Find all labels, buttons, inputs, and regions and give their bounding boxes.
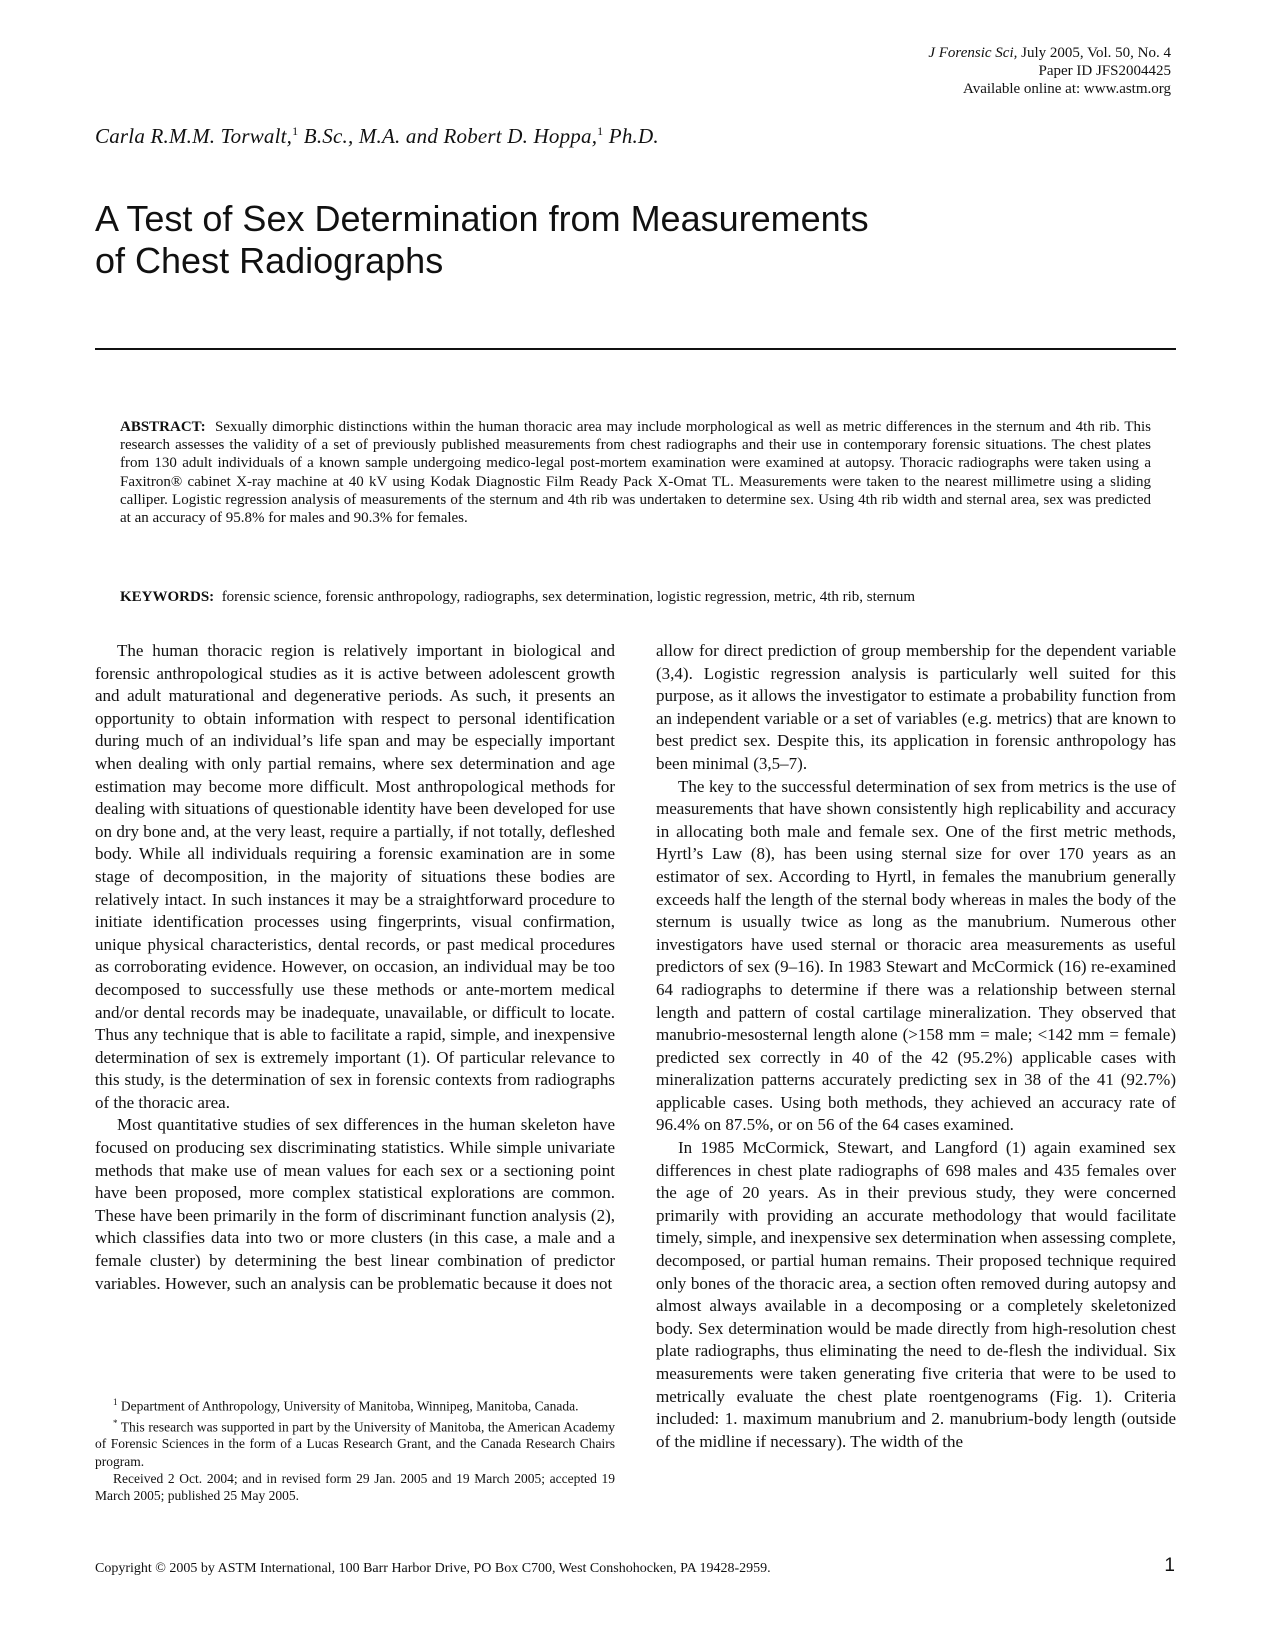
paper-id: Paper ID JFS2004425 [1038, 63, 1171, 79]
footnote-affiliation: $^1$ Department of Anthropology, University of Manitoba, Winnipeg, Manitoba, Canada. [113, 1397, 579, 1414]
body-column-right [656, 640, 1176, 1453]
abstract [120, 418, 1151, 527]
body-column-left [95, 640, 615, 1295]
paragraph: In 1985 McCormick, Stewart, and Langford (1) again examined sex differences in chest plate radiographs of 698 males and 435 females over the age of 20 years. As in their previous study, they were concerned primarily with providing an accurate methodology that would facilitate timely, simple, and inexpensive sex determination when assessing complete, decomposed, or partial human remains. Their proposed technique required only bones of the thoracic area, a section often removed during autopsy and almost always available in a decomposing or a completely skeletonized body. Sex determination would be made directly from high-resolution chest plate radiographs, thus eliminating the need to de-flesh the individual. Six measurements were taken generating five criteria that were to be used to metrically evaluate the chest plate roentgenograms (Fig. 1). Criteria included: 1. maximum manubrium and 2. manubrium-body length (outside of the midline if necessary). The width of the [656, 1138, 1176, 1451]
author-line: Carla R.M.M. Torwalt,$^1$ B.Sc., M.A. and Robert D. Hoppa,$^1$ Ph.D. [95, 124, 659, 148]
abstract-text: Sexually dimorphic distinctions within the human thoracic area may include morphological as well as metric differences in the sternum and 4th rib. This research assesses the validity of a set of previously published measurements from chest radiographs and their use in contemporary forensic situations. The chest plates from 130 adult individuals of a known sample undergoing medico-legal post-mortem examination were examined at autopsy. Thoracic radiographs were taken using a Faxitron® cabinet X-ray machine at 40 kV using Kodak Diagnostic Film Ready Pack X-Omat TL. Measurements were taken to the nearest millimetre using a sliding calliper. Logistic regression analysis of measurements of the sternum and 4th rib was undertaken to determine sex. Using 4th rib width and sternal area, sex was predicted at an accuracy of 95.8% for males and 90.3% for females. [120, 419, 1151, 527]
footnotes [95, 1394, 615, 1504]
journal-header [928, 44, 1171, 98]
paragraph: The human thoracic region is relatively important in biological and forensic anthropological studies as it is active between adolescent growth and adult maturational and degenerative periods. As such, it presents an opportunity to obtain information with respect to personal identification during much of an individual’s life span and may be especially important when dealing with only partial remains, where sex determination and age estimation may become more difficult. Most anthropological methods for dealing with situations of questionable identity have been developed for use on dry bone and, at the very least, require a partially, if not totally, defleshed body. While all individuals requiring a forensic examination are in some stage of decomposition, in the majority of situations these bodies are relatively intact. In such instances it may be a straightforward procedure to initiate identification processes using fingerprints, visual confirmation, unique physical characteristics, dental records, or past medical procedures as corroborating evidence. However, on occasion, an individual may be too decomposed to successfully use these methods or ante-mortem medical and/or dental records may be inadequate, unavailable, or difficult to locate. Thus any technique that is able to facilitate a rapid, simple, and inexpensive determination of sex is extremely important (1). Of particular relevance to this study, is the determination of sex in forensic contexts from radiographs of the thoracic area. [95, 641, 615, 1112]
paper-title: A Test of Sex Determination from Measurements of Chest Radiographs [95, 198, 869, 281]
copyright-notice: Copyright © 2005 by ASTM International, 100 Barr Harbor Drive, PO Box C700, West Conshohocken, PA 19428-2959. [95, 1561, 771, 1576]
journal-citation: J Forensic Sci, July 2005, Vol. 50, No. 4 [928, 45, 1171, 61]
abstract-label: ABSTRACT: [120, 419, 206, 435]
keywords [120, 588, 1151, 606]
title-divider [95, 348, 1176, 350]
paragraph: Most quantitative studies of sex differences in the human skeleton have focused on producing sex discriminating statistics. While simple univariate methods that make use of mean values for each sex or a sectioning point have been proposed, more complex statistical explorations are common. These have been primarily in the form of discriminant function analysis (2), which classifies data into two or more clusters (in this case, a male and a female cluster) by determining the best linear combination of predictor variables. However, such an analysis can be problematic because it does not [95, 1115, 615, 1293]
footnote-received: Received 2 Oct. 2004; and in revised form 29 Jan. 2005 and 19 March 2005; accepted 19 March 2005; published 25 May 2005. [95, 1470, 615, 1504]
footnote-funding: * This research was supported in part by the University of Manitoba, the American Academy of Forensic Sciences in the form of a Lucas Research Grant, and the Canada Research Chairs program. [95, 1417, 615, 1469]
keywords-label: KEYWORDS: [120, 589, 215, 605]
paragraph: allow for direct prediction of group membership for the dependent variable (3,4). Logistic regression analysis is particularly well suited for this purpose, as it allows the investigator to estimate a probability function from an independent variable or a set of variables (e.g. metrics) that are known to best predict sex. Despite this, its application in forensic anthropology has been minimal (3,5–7). [656, 641, 1176, 773]
page-number: 1 [1164, 1555, 1175, 1576]
availability-line: Available online at: www.astm.org [962, 81, 1171, 97]
keywords-text: forensic science, forensic anthropology, radiographs, sex determination, logistic regression, metric, 4th rib, sternum [221, 589, 916, 605]
paragraph: The key to the successful determination of sex from metrics is the use of measurements that have shown consistently high replicability and accuracy in allocating both male and female sex. One of the first metric methods, Hyrtl’s Law (8), has been using sternal size for over 170 years as an estimator of sex. According to Hyrtl, in females the manubrium generally exceeds half the length of the sternal body whereas in males the body of the sternum is usually twice as long as the manubrium. Numerous other investigators have used sternal or thoracic area measurements as useful predictors of sex (9–16). In 1983 Stewart and McCormick (16) re-examined 64 radiographs to determine if there was a relationship between sternal length and pattern of costal cartilage mineralization. They observed that manubrio-mesosternal length alone (>158 mm = male; <142 mm = female) predicted sex correctly in 40 of the 42 (95.2%) applicable cases with mineralization patterns accurately predicting sex in 38 of the 41 (92.7%) applicable cases. Using both methods, they achieved an accuracy rate of 96.4% on 87.5%, or on 56 of the 64 cases examined. [656, 776, 1176, 1135]
